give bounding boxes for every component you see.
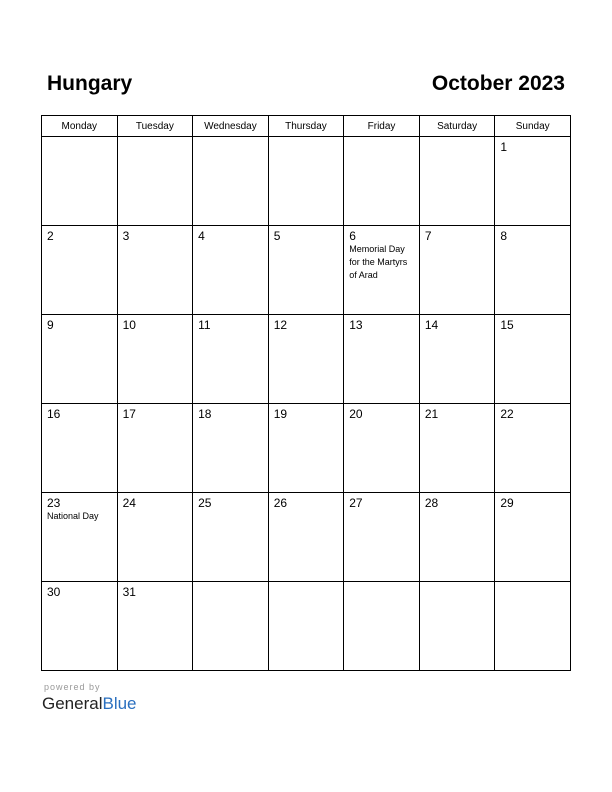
day-number: 10 [122,318,136,332]
day-number: 13 [349,318,363,332]
day-cell [419,137,495,226]
day-cell [117,137,193,226]
day-cell-content [344,582,419,586]
day-cell-content [344,137,419,141]
day-cell-content [193,582,268,586]
day-number: 22 [500,407,514,421]
day-cell-content [495,404,570,421]
holiday-label: Memorial Day for the Martyrs of Arad [349,244,408,280]
holiday-label: National Day [47,511,99,521]
weekday-friday: Friday [344,116,420,137]
weekday-header-row [42,116,571,137]
day-cell-content [269,226,344,243]
weekday-wednesday: Wednesday [193,116,269,137]
day-cell-content [420,582,495,586]
day-cell [344,493,420,582]
day-cell [495,582,571,671]
day-number: 3 [122,229,130,243]
brand-blue: Blue [102,694,137,713]
week-row [42,582,571,671]
day-cell-content [42,226,117,243]
day-number: 20 [349,407,363,421]
day-cell-content [495,226,570,243]
day-cell [419,226,495,315]
day-cell-content [193,226,268,243]
day-number: 4 [198,229,205,243]
day-cell [495,137,571,226]
day-number: 11 [198,318,211,332]
day-number: 7 [424,229,432,243]
day-number: 19 [273,407,288,421]
day-cell-content [42,315,117,332]
day-cell [419,582,495,671]
day-cell-content [269,315,344,332]
day-cell [193,315,269,404]
day-cell [117,315,193,404]
day-cell-content [344,226,419,282]
day-number: 15 [500,318,514,332]
day-cell-content [193,137,268,141]
day-cell-content [495,137,570,154]
day-cell [42,137,118,226]
day-number: 9 [47,318,54,332]
day-cell-content [193,404,268,421]
day-number: 24 [122,496,136,510]
calendar-grid [41,115,571,671]
day-number: 16 [47,407,61,421]
day-number: 27 [349,496,363,510]
day-cell-content [42,404,117,421]
day-cell [42,493,118,582]
day-cell [344,226,420,315]
day-cell-content [193,315,268,332]
day-cell [268,404,344,493]
day-number: 18 [198,407,212,421]
generalblue-logo[interactable] [42,694,137,714]
day-cell-content [495,315,570,332]
day-cell [193,404,269,493]
day-cell-content [269,137,344,141]
day-cell [268,226,344,315]
day-cell-content [420,493,495,510]
powered-by-label: powered by [44,682,101,692]
day-cell [495,226,571,315]
day-cell [117,226,193,315]
day-cell [268,493,344,582]
day-cell [42,226,118,315]
day-number: 6 [349,229,356,243]
day-number: 8 [500,229,508,243]
week-row [42,315,571,404]
day-cell [495,493,571,582]
day-cell-content [495,582,570,586]
weekday-saturday: Saturday [419,116,495,137]
day-cell-content [193,493,268,510]
day-number: 23 [47,496,61,510]
weekday-monday: Monday [42,116,118,137]
day-number: 29 [500,496,514,510]
day-cell-content [42,493,117,523]
day-number: 26 [273,496,288,510]
day-cell-content [269,582,344,586]
day-cell-content [420,315,495,332]
day-cell [268,315,344,404]
day-cell-content [42,582,117,599]
day-number: 30 [47,585,61,599]
day-cell-content [118,582,193,599]
day-cell-content [420,137,495,141]
day-cell [193,226,269,315]
country-title: Hungary [47,72,133,95]
day-number: 25 [198,496,212,510]
day-cell [268,137,344,226]
weekday-sunday: Sunday [495,116,571,137]
day-cell [193,137,269,226]
week-row [42,226,571,315]
week-row [42,493,571,582]
day-cell [495,315,571,404]
day-number: 31 [122,585,136,599]
day-number: 2 [47,229,54,243]
day-cell [344,582,420,671]
day-cell [117,582,193,671]
weekday-tuesday: Tuesday [117,116,193,137]
day-number: 28 [424,496,439,510]
day-cell [419,315,495,404]
weekday-thursday: Thursday [268,116,344,137]
day-cell [193,582,269,671]
day-cell-content [420,404,495,421]
day-cell [419,493,495,582]
day-cell-content [118,137,193,141]
day-number: 14 [424,318,439,332]
day-number: 1 [500,140,508,154]
day-cell-content [420,226,495,243]
day-cell [344,404,420,493]
week-row [42,137,571,226]
day-cell [42,404,118,493]
day-cell [42,315,118,404]
day-cell [419,404,495,493]
day-cell-content [344,493,419,510]
day-cell-content [118,493,193,510]
day-cell-content [344,404,419,421]
day-cell [193,493,269,582]
day-cell [117,493,193,582]
day-number: 5 [273,229,281,243]
day-cell [268,582,344,671]
day-number: 12 [273,318,288,332]
day-cell [344,315,420,404]
day-cell [344,137,420,226]
day-number: 21 [424,407,439,421]
day-cell-content [118,226,193,243]
month-year-title: October 2023 [431,72,565,95]
day-cell-content [269,404,344,421]
day-cell [42,582,118,671]
day-cell [495,404,571,493]
day-cell-content [344,315,419,332]
week-row [42,404,571,493]
day-cell-content [269,493,344,510]
day-cell-content [495,493,570,510]
day-cell-content [42,137,117,141]
day-cell-content [118,404,193,421]
day-number: 17 [122,407,136,421]
day-cell [117,404,193,493]
brand-general: General [42,694,103,713]
day-cell-content [118,315,193,332]
